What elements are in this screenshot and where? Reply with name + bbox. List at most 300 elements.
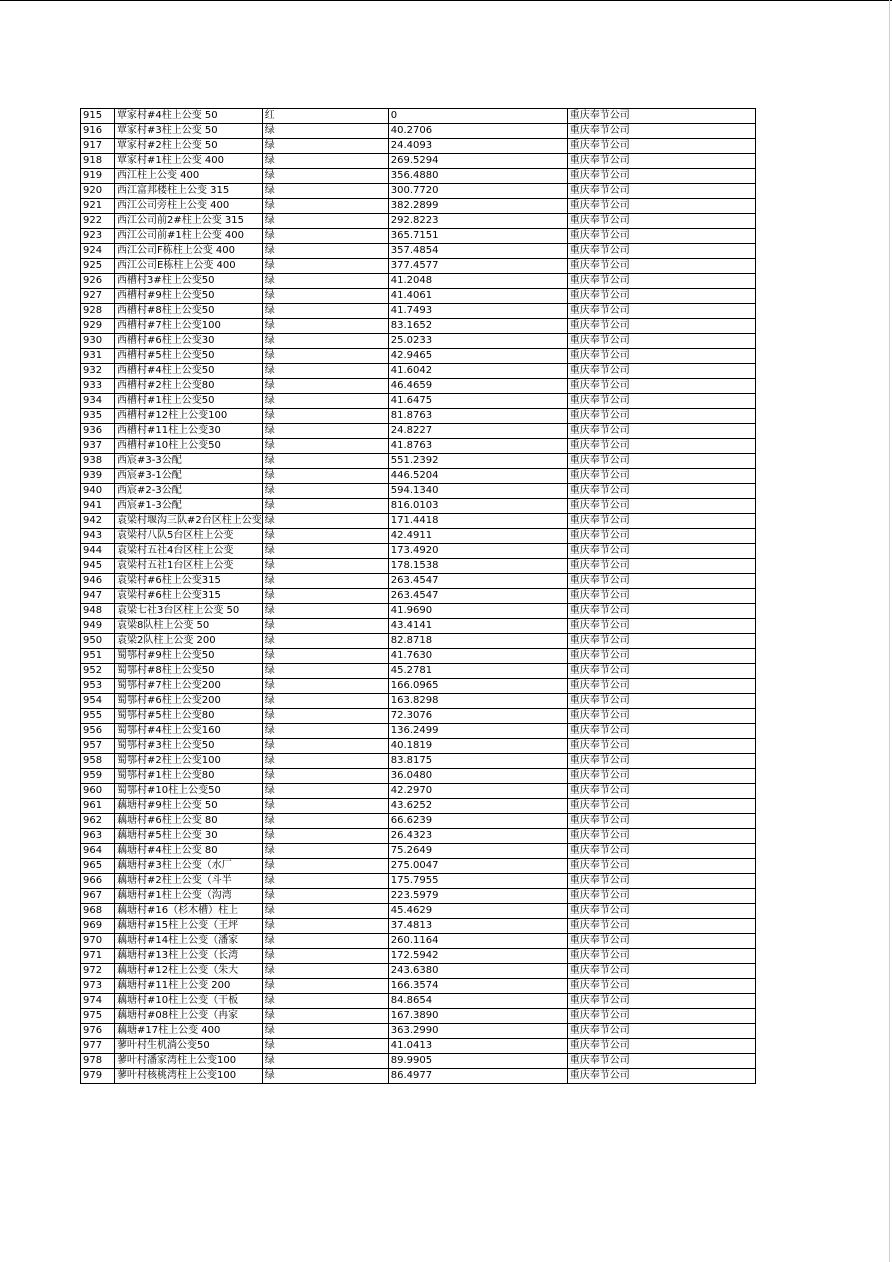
row-number-cell: 964 [81, 844, 115, 859]
company-cell: 重庆奉节公司 [567, 439, 755, 454]
transformer-name-cell: 西江柱上公变 400 [115, 169, 263, 184]
row-number-cell: 921 [81, 199, 115, 214]
company-cell: 重庆奉节公司 [567, 1069, 755, 1084]
status-cell: 绿 [262, 529, 388, 544]
load-value-cell: 357.4854 [388, 244, 567, 259]
status-cell: 绿 [262, 379, 388, 394]
row-number-cell: 974 [81, 994, 115, 1009]
table-row [81, 529, 756, 544]
load-value-cell: 816.0103 [388, 499, 567, 514]
table-row [81, 394, 756, 409]
transformer-name-cell: 西槽村#7柱上公变100 [115, 319, 263, 334]
status-cell: 绿 [262, 844, 388, 859]
table-row [81, 214, 756, 229]
transformer-name-cell: 覃家村#3柱上公变 50 [115, 124, 263, 139]
status-cell: 绿 [262, 244, 388, 259]
table-row [81, 469, 756, 484]
status-cell: 绿 [262, 364, 388, 379]
status-cell: 绿 [262, 919, 388, 934]
load-value-cell: 171.4418 [388, 514, 567, 529]
table-row [81, 814, 756, 829]
status-cell: 绿 [262, 709, 388, 724]
status-cell: 绿 [262, 829, 388, 844]
load-value-cell: 43.6252 [388, 799, 567, 814]
table-row [81, 499, 756, 514]
company-cell: 重庆奉节公司 [567, 184, 755, 199]
status-cell: 绿 [262, 469, 388, 484]
table-row [81, 139, 756, 154]
load-value-cell: 41.0413 [388, 1039, 567, 1054]
row-number-cell: 950 [81, 634, 115, 649]
row-number-cell: 928 [81, 304, 115, 319]
status-cell: 绿 [262, 394, 388, 409]
transformer-name-cell: 袁梁村#6柱上公变315 [115, 589, 263, 604]
table-row [81, 154, 756, 169]
load-value-cell: 41.8763 [388, 439, 567, 454]
transformer-name-cell: 袁梁村堰沟三队#2台区柱上公变 [115, 514, 263, 529]
status-cell: 绿 [262, 154, 388, 169]
company-cell: 重庆奉节公司 [567, 949, 755, 964]
load-value-cell: 243.6380 [388, 964, 567, 979]
row-number-cell: 923 [81, 229, 115, 244]
company-cell: 重庆奉节公司 [567, 1009, 755, 1024]
table-row [81, 829, 756, 844]
load-value-cell: 173.4920 [388, 544, 567, 559]
table-row [81, 544, 756, 559]
transformer-name-cell: 藕塘村#6柱上公变 80 [115, 814, 263, 829]
transformer-name-cell: 西宸#2-3公配 [115, 484, 263, 499]
table-row [81, 334, 756, 349]
status-cell: 绿 [262, 439, 388, 454]
company-cell: 重庆奉节公司 [567, 259, 755, 274]
company-cell: 重庆奉节公司 [567, 424, 755, 439]
row-number-cell: 932 [81, 364, 115, 379]
table-row [81, 424, 756, 439]
transformer-name-cell: 西槽村#2柱上公变80 [115, 379, 263, 394]
row-number-cell: 973 [81, 979, 115, 994]
company-cell: 重庆奉节公司 [567, 289, 755, 304]
company-cell: 重庆奉节公司 [567, 934, 755, 949]
table-row [81, 754, 756, 769]
status-cell: 绿 [262, 514, 388, 529]
company-cell: 重庆奉节公司 [567, 994, 755, 1009]
table-row [81, 619, 756, 634]
load-value-cell: 75.2649 [388, 844, 567, 859]
load-value-cell: 166.0965 [388, 679, 567, 694]
status-cell: 绿 [262, 934, 388, 949]
table-row [81, 634, 756, 649]
status-cell: 绿 [262, 589, 388, 604]
status-cell: 红 [262, 109, 388, 124]
table-row [81, 964, 756, 979]
transformer-name-cell: 蜀鄂村#10柱上公变50 [115, 784, 263, 799]
row-number-cell: 958 [81, 754, 115, 769]
row-number-cell: 953 [81, 679, 115, 694]
table-row [81, 379, 756, 394]
table-row [81, 799, 756, 814]
transformer-name-cell: 藕塘#17柱上公变 400 [115, 1024, 263, 1039]
status-cell: 绿 [262, 1069, 388, 1084]
load-value-cell: 178.1538 [388, 559, 567, 574]
load-value-cell: 446.5204 [388, 469, 567, 484]
company-cell: 重庆奉节公司 [567, 589, 755, 604]
transformer-name-cell: 袁梁村五社1台区柱上公变 [115, 559, 263, 574]
load-value-cell: 223.5979 [388, 889, 567, 904]
transformer-name-cell: 蜀鄂村#3柱上公变50 [115, 739, 263, 754]
company-cell: 重庆奉节公司 [567, 304, 755, 319]
row-number-cell: 961 [81, 799, 115, 814]
company-cell: 重庆奉节公司 [567, 604, 755, 619]
transformer-name-cell: 蓼叶村核桃湾柱上公变100 [115, 1069, 263, 1084]
company-cell: 重庆奉节公司 [567, 679, 755, 694]
company-cell: 重庆奉节公司 [567, 499, 755, 514]
company-cell: 重庆奉节公司 [567, 919, 755, 934]
row-number-cell: 976 [81, 1024, 115, 1039]
company-cell: 重庆奉节公司 [567, 739, 755, 754]
table-row [81, 904, 756, 919]
status-cell: 绿 [262, 1024, 388, 1039]
status-cell: 绿 [262, 634, 388, 649]
company-cell: 重庆奉节公司 [567, 814, 755, 829]
load-value-cell: 300.7720 [388, 184, 567, 199]
row-number-cell: 951 [81, 649, 115, 664]
transformer-name-cell: 西宸#3-1公配 [115, 469, 263, 484]
table-row [81, 109, 756, 124]
company-cell: 重庆奉节公司 [567, 979, 755, 994]
status-cell: 绿 [262, 784, 388, 799]
row-number-cell: 934 [81, 394, 115, 409]
table-row [81, 1024, 756, 1039]
company-cell: 重庆奉节公司 [567, 334, 755, 349]
status-cell: 绿 [262, 424, 388, 439]
load-value-cell: 41.6042 [388, 364, 567, 379]
table-row [81, 274, 756, 289]
company-cell: 重庆奉节公司 [567, 754, 755, 769]
row-number-cell: 967 [81, 889, 115, 904]
table-row [81, 574, 756, 589]
company-cell: 重庆奉节公司 [567, 169, 755, 184]
load-value-cell: 45.4629 [388, 904, 567, 919]
table-row [81, 199, 756, 214]
status-cell: 绿 [262, 454, 388, 469]
load-value-cell: 551.2392 [388, 454, 567, 469]
status-cell: 绿 [262, 229, 388, 244]
row-number-cell: 970 [81, 934, 115, 949]
transformer-name-cell: 西江公司前#1柱上公变 400 [115, 229, 263, 244]
table-row [81, 1054, 756, 1069]
load-value-cell: 83.1652 [388, 319, 567, 334]
company-cell: 重庆奉节公司 [567, 529, 755, 544]
load-value-cell: 163.8298 [388, 694, 567, 709]
load-value-cell: 40.2706 [388, 124, 567, 139]
company-cell: 重庆奉节公司 [567, 769, 755, 784]
row-number-cell: 942 [81, 514, 115, 529]
company-cell: 重庆奉节公司 [567, 214, 755, 229]
status-cell: 绿 [262, 559, 388, 574]
status-cell: 绿 [262, 484, 388, 499]
load-value-cell: 167.3890 [388, 1009, 567, 1024]
row-number-cell: 966 [81, 874, 115, 889]
table-row [81, 169, 756, 184]
transformer-name-cell: 西江公司前2#柱上公变 315 [115, 214, 263, 229]
load-value-cell: 46.4659 [388, 379, 567, 394]
load-value-cell: 41.6475 [388, 394, 567, 409]
row-number-cell: 949 [81, 619, 115, 634]
row-number-cell: 936 [81, 424, 115, 439]
table-row [81, 184, 756, 199]
table-row [81, 949, 756, 964]
company-cell: 重庆奉节公司 [567, 544, 755, 559]
row-number-cell: 972 [81, 964, 115, 979]
company-cell: 重庆奉节公司 [567, 889, 755, 904]
load-value-cell: 594.1340 [388, 484, 567, 499]
load-value-cell: 172.5942 [388, 949, 567, 964]
row-number-cell: 931 [81, 349, 115, 364]
company-cell: 重庆奉节公司 [567, 1054, 755, 1069]
company-cell: 重庆奉节公司 [567, 619, 755, 634]
row-number-cell: 977 [81, 1039, 115, 1054]
transformer-name-cell: 西宸#3-3公配 [115, 454, 263, 469]
load-value-cell: 41.4061 [388, 289, 567, 304]
company-cell: 重庆奉节公司 [567, 799, 755, 814]
status-cell: 绿 [262, 1009, 388, 1024]
table-row [81, 559, 756, 574]
row-number-cell: 957 [81, 739, 115, 754]
table-row [81, 439, 756, 454]
status-cell: 绿 [262, 544, 388, 559]
transformer-name-cell: 藕塘村#5柱上公变 30 [115, 829, 263, 844]
transformer-name-cell: 藕塘村#9柱上公变 50 [115, 799, 263, 814]
company-cell: 重庆奉节公司 [567, 274, 755, 289]
transformer-name-cell: 西江公司旁柱上公变 400 [115, 199, 263, 214]
table-row [81, 784, 756, 799]
row-number-cell: 925 [81, 259, 115, 274]
company-cell: 重庆奉节公司 [567, 1024, 755, 1039]
load-value-cell: 26.4323 [388, 829, 567, 844]
row-number-cell: 956 [81, 724, 115, 739]
page-top-border [0, 0, 892, 1]
load-value-cell: 41.9690 [388, 604, 567, 619]
table-row [81, 259, 756, 274]
load-value-cell: 66.6239 [388, 814, 567, 829]
load-value-cell: 82.8718 [388, 634, 567, 649]
load-value-cell: 42.2970 [388, 784, 567, 799]
row-number-cell: 959 [81, 769, 115, 784]
load-value-cell: 292.8223 [388, 214, 567, 229]
transformer-name-cell: 藕塘村#16（杉木槽）柱上 [115, 904, 263, 919]
company-cell: 重庆奉节公司 [567, 634, 755, 649]
company-cell: 重庆奉节公司 [567, 859, 755, 874]
status-cell: 绿 [262, 499, 388, 514]
transformer-name-cell: 蓼叶村生机淌公变50 [115, 1039, 263, 1054]
status-cell: 绿 [262, 754, 388, 769]
status-cell: 绿 [262, 319, 388, 334]
table-row [81, 874, 756, 889]
transformer-name-cell: 藕塘村#11柱上公变 200 [115, 979, 263, 994]
row-number-cell: 916 [81, 124, 115, 139]
status-cell: 绿 [262, 949, 388, 964]
row-number-cell: 969 [81, 919, 115, 934]
company-cell: 重庆奉节公司 [567, 229, 755, 244]
load-value-cell: 41.2048 [388, 274, 567, 289]
status-cell: 绿 [262, 184, 388, 199]
status-cell: 绿 [262, 1054, 388, 1069]
company-cell: 重庆奉节公司 [567, 649, 755, 664]
status-cell: 绿 [262, 964, 388, 979]
status-cell: 绿 [262, 1039, 388, 1054]
status-cell: 绿 [262, 169, 388, 184]
transformer-name-cell: 袁梁村#6柱上公变315 [115, 574, 263, 589]
status-cell: 绿 [262, 694, 388, 709]
table-row [81, 664, 756, 679]
table-row [81, 229, 756, 244]
transformer-load-table [80, 108, 756, 1084]
transformer-name-cell: 藕塘村#15柱上公变（王坪 [115, 919, 263, 934]
status-cell: 绿 [262, 259, 388, 274]
row-number-cell: 962 [81, 814, 115, 829]
transformer-name-cell: 西江公司F栋柱上公变 400 [115, 244, 263, 259]
row-number-cell: 944 [81, 544, 115, 559]
company-cell: 重庆奉节公司 [567, 709, 755, 724]
table-row [81, 739, 756, 754]
row-number-cell: 924 [81, 244, 115, 259]
status-cell: 绿 [262, 604, 388, 619]
status-cell: 绿 [262, 769, 388, 784]
company-cell: 重庆奉节公司 [567, 784, 755, 799]
load-value-cell: 83.8175 [388, 754, 567, 769]
transformer-name-cell: 西槽村#8柱上公变50 [115, 304, 263, 319]
transformer-name-cell: 西槽村#10柱上公变50 [115, 439, 263, 454]
table-row [81, 124, 756, 139]
status-cell: 绿 [262, 979, 388, 994]
table-row [81, 919, 756, 934]
row-number-cell: 919 [81, 169, 115, 184]
load-value-cell: 275.0047 [388, 859, 567, 874]
status-cell: 绿 [262, 574, 388, 589]
row-number-cell: 960 [81, 784, 115, 799]
company-cell: 重庆奉节公司 [567, 349, 755, 364]
load-value-cell: 89.9905 [388, 1054, 567, 1069]
load-value-cell: 382.2899 [388, 199, 567, 214]
table-row [81, 934, 756, 949]
load-value-cell: 84.8654 [388, 994, 567, 1009]
company-cell: 重庆奉节公司 [567, 1039, 755, 1054]
company-cell: 重庆奉节公司 [567, 364, 755, 379]
table-row [81, 1069, 756, 1084]
load-value-cell: 72.3076 [388, 709, 567, 724]
load-value-cell: 41.7493 [388, 304, 567, 319]
row-number-cell: 937 [81, 439, 115, 454]
company-cell: 重庆奉节公司 [567, 154, 755, 169]
table-row [81, 289, 756, 304]
row-number-cell: 920 [81, 184, 115, 199]
load-value-cell: 363.2990 [388, 1024, 567, 1039]
transformer-name-cell: 袁梁2队柱上公变 200 [115, 634, 263, 649]
table-row [81, 514, 756, 529]
company-cell: 重庆奉节公司 [567, 904, 755, 919]
row-number-cell: 968 [81, 904, 115, 919]
load-value-cell: 43.4141 [388, 619, 567, 634]
status-cell: 绿 [262, 199, 388, 214]
table-row [81, 304, 756, 319]
table-body [81, 109, 756, 1084]
transformer-name-cell: 西槽村3#柱上公变50 [115, 274, 263, 289]
row-number-cell: 926 [81, 274, 115, 289]
status-cell: 绿 [262, 859, 388, 874]
status-cell: 绿 [262, 799, 388, 814]
status-cell: 绿 [262, 874, 388, 889]
table-row [81, 709, 756, 724]
transformer-name-cell: 藕塘村#14柱上公变（潘家 [115, 934, 263, 949]
status-cell: 绿 [262, 274, 388, 289]
row-number-cell: 922 [81, 214, 115, 229]
transformer-name-cell: 西槽村#5柱上公变50 [115, 349, 263, 364]
company-cell: 重庆奉节公司 [567, 109, 755, 124]
table-row [81, 319, 756, 334]
transformer-name-cell: 藕塘村#4柱上公变 80 [115, 844, 263, 859]
status-cell: 绿 [262, 739, 388, 754]
transformer-name-cell: 蜀鄂村#4柱上公变160 [115, 724, 263, 739]
load-value-cell: 166.3574 [388, 979, 567, 994]
transformer-name-cell: 蜀鄂村#8柱上公变50 [115, 664, 263, 679]
company-cell: 重庆奉节公司 [567, 829, 755, 844]
row-number-cell: 979 [81, 1069, 115, 1084]
table-row [81, 889, 756, 904]
status-cell: 绿 [262, 679, 388, 694]
status-cell: 绿 [262, 904, 388, 919]
company-cell: 重庆奉节公司 [567, 409, 755, 424]
table-row [81, 604, 756, 619]
transformer-name-cell: 袁梁8队柱上公变 50 [115, 619, 263, 634]
transformer-name-cell: 西槽村#1柱上公变50 [115, 394, 263, 409]
row-number-cell: 965 [81, 859, 115, 874]
status-cell: 绿 [262, 649, 388, 664]
transformer-name-cell: 蜀鄂村#5柱上公变80 [115, 709, 263, 724]
company-cell: 重庆奉节公司 [567, 964, 755, 979]
status-cell: 绿 [262, 214, 388, 229]
row-number-cell: 978 [81, 1054, 115, 1069]
row-number-cell: 915 [81, 109, 115, 124]
row-number-cell: 933 [81, 379, 115, 394]
status-cell: 绿 [262, 409, 388, 424]
transformer-name-cell: 藕塘村#12柱上公变（朱大 [115, 964, 263, 979]
table-row [81, 769, 756, 784]
load-value-cell: 260.1164 [388, 934, 567, 949]
row-number-cell: 943 [81, 529, 115, 544]
load-value-cell: 269.5294 [388, 154, 567, 169]
load-value-cell: 42.4911 [388, 529, 567, 544]
transformer-name-cell: 蜀鄂村#1柱上公变80 [115, 769, 263, 784]
company-cell: 重庆奉节公司 [567, 664, 755, 679]
row-number-cell: 935 [81, 409, 115, 424]
row-number-cell: 930 [81, 334, 115, 349]
load-value-cell: 81.8763 [388, 409, 567, 424]
transformer-name-cell: 藕塘村#10柱上公变（干板 [115, 994, 263, 1009]
transformer-name-cell: 西槽村#11柱上公变30 [115, 424, 263, 439]
row-number-cell: 927 [81, 289, 115, 304]
company-cell: 重庆奉节公司 [567, 244, 755, 259]
transformer-name-cell: 袁梁七社3台区柱上公变 50 [115, 604, 263, 619]
company-cell: 重庆奉节公司 [567, 844, 755, 859]
company-cell: 重庆奉节公司 [567, 574, 755, 589]
row-number-cell: 941 [81, 499, 115, 514]
transformer-name-cell: 西槽村#6柱上公变30 [115, 334, 263, 349]
company-cell: 重庆奉节公司 [567, 469, 755, 484]
transformer-name-cell: 覃家村#2柱上公变 50 [115, 139, 263, 154]
row-number-cell: 971 [81, 949, 115, 964]
transformer-name-cell: 西江公司E栋柱上公变 400 [115, 259, 263, 274]
table-row [81, 694, 756, 709]
